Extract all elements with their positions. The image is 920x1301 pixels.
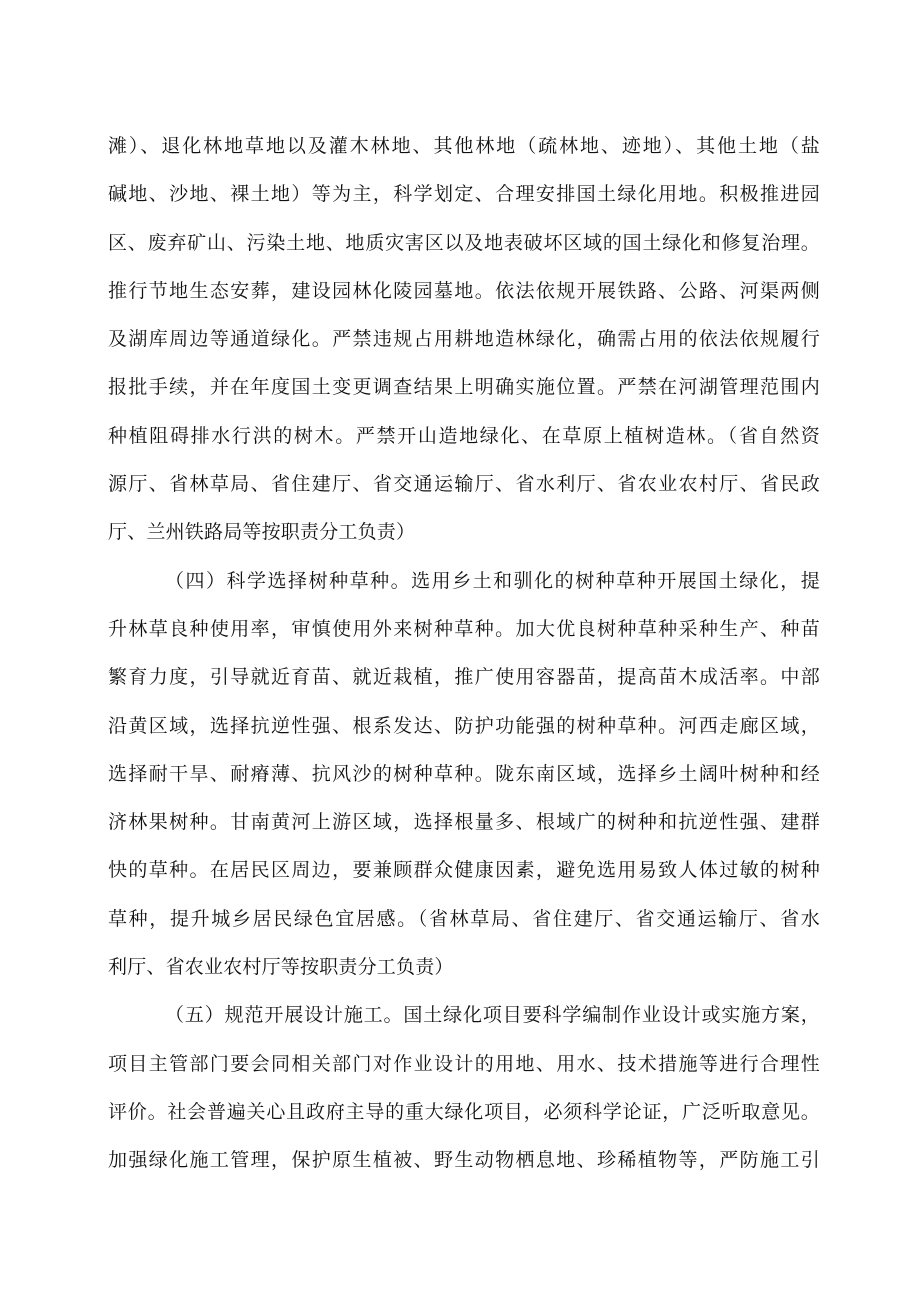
- paragraph-section-5: [108, 991, 820, 1184]
- text-line: 报批手续，并在年度国土变更调查结果上明确实施位置。严禁在河湖管理范围内: [108, 376, 820, 399]
- text-line: 繁育力度，引导就近育苗、就近栽植，推广使用容器苗，提高苗木成活率。中部: [108, 666, 820, 689]
- text-line: 草种，提升城乡居民绿色宜居感。（省林草局、省住建厅、省交通运输厅、省水: [108, 907, 820, 930]
- text-line: 沿黄区域，选择抗逆性强、根系发达、防护功能强的树种草种。河西走廊区域，: [108, 714, 820, 737]
- text-line: 滩）、退化林地草地以及灌木林地、其他林地（疏林地、迹地）、其他土地（盐: [108, 135, 820, 157]
- section-heading-line: （五）规范开展设计施工。国土绿化项目要科学编制作业设计或实施方案，: [165, 1004, 820, 1027]
- text-line: 推行节地生态安葬，建设园林化陵园墓地。依法依规开展铁路、公路、河渠两侧: [108, 279, 820, 302]
- text-line: 升林草良种使用率，审慎使用外来树种草种。加大优良树种草种采种生产、种苗: [108, 617, 820, 640]
- text-line: 种植阻碍排水行洪的树木。严禁开山造地绿化、在草原上植树造林。（省自然资: [108, 424, 820, 447]
- text-line: 利厅、省农业农村厅等按职责分工负责）: [108, 956, 454, 979]
- text-line: 区、废弃矿山、污染土地、地质灾害区以及地表破坏区域的国土绿化和修复治理。: [108, 231, 820, 254]
- text-line: 济林果树种。甘南黄河上游区域，选择根量多、根域广的树种和抗逆性强、建群: [108, 811, 820, 834]
- text-line: 厅、兰州铁路局等按职责分工负责）: [108, 521, 416, 544]
- text-line: 加强绿化施工管理，保护原生植被、野生动物栖息地、珍稀植物等，严防施工引: [108, 1149, 820, 1172]
- document-body: [108, 122, 820, 1185]
- paragraph-land-greening-sites: [108, 122, 820, 557]
- section-heading-line: （四）科学选择树种草种。选用乡土和驯化的树种草种开展国土绿化，提: [165, 569, 820, 592]
- text-line: 及湖库周边等通道绿化。严禁违规占用耕地造林绿化，确需占用的依法依规履行: [108, 328, 820, 351]
- text-line: 选择耐干旱、耐瘠薄、抗风沙的树种草种。陇东南区域，选择乡土阔叶树种和经: [108, 762, 820, 785]
- text-line: 评价。社会普遍关心且政府主导的重大绿化项目，必须科学论证，广泛听取意见。: [108, 1100, 820, 1123]
- paragraph-section-4: [108, 557, 820, 992]
- text-line: 项目主管部门要会同相关部门对作业设计的用地、用水、技术措施等进行合理性: [108, 1052, 820, 1075]
- text-line: 源厅、省林草局、省住建厅、省交通运输厅、省水利厅、省农业农村厅、省民政: [108, 473, 820, 496]
- text-line: 快的草种。在居民区周边，要兼顾群众健康因素，避免选用易致人体过敏的树种: [108, 859, 820, 882]
- text-line: 碱地、沙地、裸土地）等为主，科学划定、合理安排国土绿化用地。积极推进园: [108, 183, 820, 206]
